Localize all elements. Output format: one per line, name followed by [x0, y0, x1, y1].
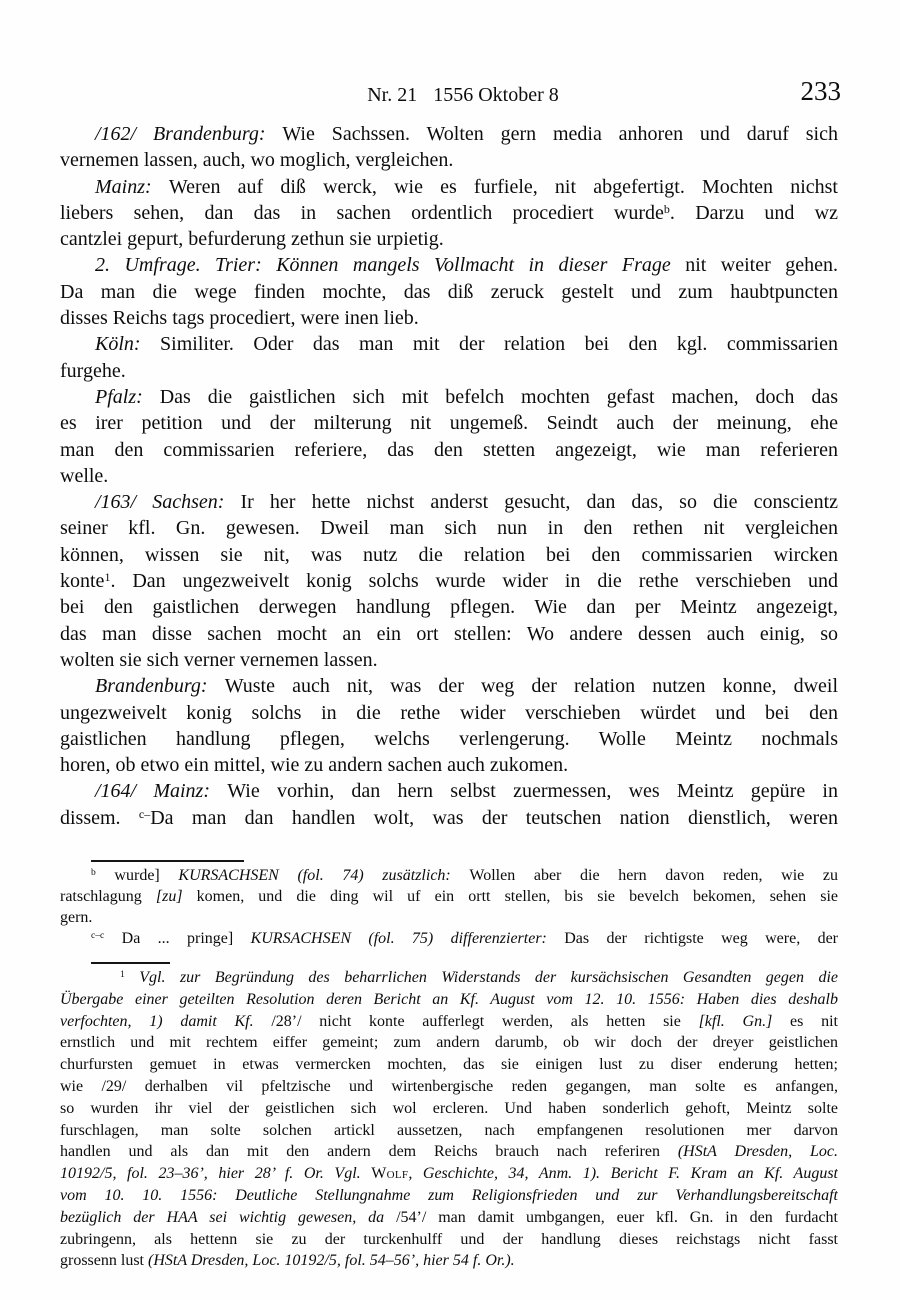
- text-segment: vom 10. 10. 1556: Deutliche Stellungnahme zum Religionsfrieden und zur Verhandlungsbereitschaft: [60, 1186, 838, 1204]
- text-segment: (HStA Dresden, Loc. 10192/5, fol. 54–56’, hier 54 f. Or.).: [148, 1252, 515, 1270]
- text-segment: es irer petition und der milterung nit ungemeß. Seindt auch der meinung, ehe: [60, 412, 838, 435]
- text-line: [60, 358, 838, 384]
- text-segment: furgehe.: [60, 359, 126, 382]
- text-line: [60, 437, 838, 463]
- text-segment: Da man dan handlen wolt, was der teutschen nation dienstlich, weren: [150, 806, 838, 829]
- text-segment: /28’/ nicht konte aufferlegt werden, als hetten sie: [271, 1012, 699, 1030]
- apparatus-separator-rule: [91, 860, 244, 862]
- text-line: [60, 410, 838, 436]
- critical-apparatus-block: [60, 865, 838, 949]
- text-segment: komen, und die ding wil uf ein ortt stellen, bis sie bevelch bekomen, sehen sie: [182, 888, 838, 905]
- text-segment: Similiter. Oder das man mit der relation bei den kgl. commissarien: [160, 333, 838, 356]
- main-paragraph: [60, 174, 838, 253]
- text-segment: /164/ Mainz:: [95, 780, 228, 803]
- text-line: [60, 568, 838, 594]
- text-segment: Vgl. zur Begründung des beharrlichen Widerstands der kursächsischen Gesandten gegen die: [139, 969, 838, 986]
- text-line: [60, 200, 838, 226]
- text-segment: /163/ Sachsen:: [95, 491, 241, 514]
- text-segment: liebers sehen, dan das in sachen ordentlich procediert wurde: [60, 201, 664, 224]
- text-segment: disses Reichs tags procediert, were inen lieb.: [60, 307, 419, 330]
- text-line: [60, 989, 838, 1011]
- text-line: [60, 463, 838, 489]
- text-line: [60, 673, 838, 699]
- main-paragraph: [60, 778, 838, 831]
- footnote: [60, 967, 838, 1272]
- text-segment: wie /29/ derhalben vil pfeltzische und wirtenbergische reden gegangen, man solte es anfangen,: [60, 1077, 838, 1095]
- text-line: [60, 928, 838, 949]
- text-segment: churfursten gemuet in etwas vermercken mochten, das sie einigen lust zu diser enderung hetten;: [60, 1056, 838, 1074]
- text-segment: seiner kfl. Gn. gewesen. Dweil man sich nun in den rethen nit vergleichen: [60, 517, 838, 540]
- note-reference-superscript: c–c: [91, 930, 105, 942]
- text-segment: vernemen lassen, auch, wo moglich, vergleichen.: [60, 149, 454, 172]
- note-reference-superscript: 1: [104, 570, 111, 585]
- text-line: [60, 174, 838, 200]
- text-line: [60, 865, 838, 886]
- text-segment: Das die gaistlichen sich mit befelch mochten gefast machen, doch das: [159, 385, 838, 408]
- text-line: [60, 1163, 838, 1185]
- text-segment: Wollen aber die hern davon reden, wie zu: [469, 867, 838, 884]
- text-segment: furschlagen, man solte solchen artickl aussetzen, nach empfangenen resolutionen mer darvon: [60, 1121, 838, 1139]
- text-segment: ernstlich und mit rechtem eiffer gemeint; zum andern darumb, ob wir doch der dreyer geistlichen: [60, 1034, 838, 1052]
- text-segment: [125, 969, 139, 986]
- text-line: [60, 252, 838, 278]
- page-number: 233: [800, 76, 841, 106]
- text-line: [60, 621, 838, 647]
- text-line: [60, 886, 838, 907]
- running-header: [74, 84, 852, 106]
- document-number: Nr. 21: [367, 84, 418, 106]
- text-line: [60, 1076, 838, 1098]
- text-line: [60, 1229, 838, 1251]
- text-segment: /54’/ man damit umbgangen, euer kfl. Gn. in den furdacht: [396, 1208, 838, 1226]
- text-segment: ratschlagung: [60, 888, 156, 905]
- text-segment: 10192/5, fol. 23–36’, hier 28’ f. Or. Vgl.: [60, 1165, 372, 1183]
- main-paragraph: [60, 331, 838, 384]
- text-segment: konte: [60, 570, 105, 593]
- text-segment: gaistlichen handlung pflegen, welchs verlengerung. Wolle Meintz nochmals: [60, 727, 838, 750]
- text-segment: welle.: [60, 464, 109, 487]
- text-line: [60, 1011, 838, 1033]
- text-line: [60, 331, 838, 357]
- text-segment: 2. Umfrage. Trier: Können mangels Vollmacht in dieser Frage: [95, 254, 686, 277]
- text-segment: so wurden ihr viel der geistlichen sich wol ercleren. Und haben sonderlich gehoft, Meintz solte: [60, 1099, 838, 1117]
- text-segment: Das der richtigste weg were, der: [564, 930, 838, 947]
- main-paragraph: [60, 489, 838, 673]
- text-line: [60, 1207, 838, 1229]
- text-segment: . Darzu und wz: [669, 201, 838, 224]
- text-segment: bezüglich der HAA sei wichtig gewesen, da: [60, 1208, 397, 1226]
- text-segment: man den commissarien referiere, das den stetten angezeigt, wie man referieren: [60, 438, 838, 461]
- text-segment: KURSACHSEN (fol. 74) zusätzlich:: [178, 867, 470, 884]
- text-segment: cantzlei gepurt, befurderung zethun sie urpietig.: [60, 228, 444, 251]
- text-segment: [zu]: [155, 888, 183, 905]
- text-line: [60, 778, 838, 804]
- text-segment: verfochten, 1) damit Kf.: [60, 1012, 272, 1030]
- text-segment: Mainz:: [95, 175, 169, 198]
- text-segment: Wie Sachssen. Wolten gern media anhoren und daruf sich: [282, 123, 838, 145]
- text-segment: Wolf: [371, 1165, 409, 1183]
- text-line: [60, 1032, 838, 1054]
- text-line: [60, 1054, 838, 1076]
- note-reference-superscript: b: [91, 867, 96, 879]
- text-line: [60, 226, 838, 252]
- text-segment: zubringenn, als hettenn sie zu der turckenhulff und der handlung dieses reichstags nicht fasst: [60, 1230, 838, 1248]
- main-text-block: [60, 121, 838, 831]
- apparatus-note: [60, 865, 838, 928]
- main-paragraph: [60, 673, 838, 778]
- text-line: [60, 752, 838, 778]
- document-date: 1556 Oktober 8: [433, 84, 559, 106]
- main-paragraph: [60, 384, 838, 489]
- text-segment: Weren auf diß werck, wie es furfiele, nit abgefertigt. Mochten nichst: [168, 175, 838, 198]
- text-segment: bei den gaistlichen derwegen handlung pflegen. Wie dan per Meintz angezeigt,: [60, 596, 838, 619]
- text-segment: Ir her hette nichst anderst gesucht, dan das, so die conscientz: [240, 491, 838, 514]
- text-line: [60, 647, 838, 673]
- main-paragraph: [60, 121, 838, 174]
- text-segment: KURSACHSEN (fol. 75) differenzierter:: [250, 930, 565, 947]
- text-line: [60, 805, 838, 831]
- text-line: [60, 1120, 838, 1142]
- text-segment: . Dan ungezweivelt konig solchs wurde wider in die rethe verschieben und: [110, 570, 838, 593]
- text-line: [60, 1250, 838, 1272]
- text-line: [60, 121, 838, 147]
- text-segment: können, wissen sie nit, was nutz die relation bei den commissarien wircken: [60, 543, 838, 566]
- text-segment: Brandenburg:: [95, 675, 225, 698]
- text-segment: (HStA Dresden, Loc.: [677, 1143, 838, 1161]
- text-segment: nit weiter gehen.: [685, 254, 838, 277]
- text-segment: handlen und als dan mit den andern dem Reichs brauch nach referiren: [60, 1143, 678, 1161]
- text-line: [60, 594, 838, 620]
- text-line: [60, 489, 838, 515]
- text-segment: Pfalz:: [95, 385, 160, 408]
- note-reference-superscript: b: [663, 201, 670, 216]
- text-segment: , Geschichte, 34, Anm. 1). Bericht F. Kram an Kf. August: [408, 1165, 838, 1183]
- text-line: [60, 542, 838, 568]
- text-line: [60, 1185, 838, 1207]
- text-segment: das man disse sachen mocht an ein ort stellen: Wo andere dessen auch einig, so: [60, 622, 838, 645]
- apparatus-note: [60, 928, 838, 949]
- text-line: [60, 305, 838, 331]
- text-line: [60, 515, 838, 541]
- text-line: [60, 384, 838, 410]
- note-reference-superscript: c–: [138, 806, 151, 821]
- text-segment: Wie vorhin, dan hern selbst zuermessen, wes Meintz gepüre in: [227, 780, 838, 803]
- text-segment: grossenn lust: [60, 1252, 148, 1270]
- text-line: [60, 147, 838, 173]
- text-segment: Wuste auch nit, was der weg der relation nutzen konne, dweil: [224, 675, 838, 698]
- text-segment: [kfl. Gn.]: [698, 1012, 773, 1030]
- text-line: [60, 279, 838, 305]
- text-line: [60, 967, 838, 989]
- text-segment: Da ... pringe]: [104, 930, 251, 947]
- text-line: [60, 700, 838, 726]
- text-line: [60, 1141, 838, 1163]
- text-segment: Köln:: [95, 333, 161, 356]
- text-segment: Übergabe einer geteilten Resolution deren Bericht an Kf. August vom 12. 10. 1556: Haben dies deshalb: [60, 990, 838, 1008]
- text-line: [60, 907, 838, 928]
- text-line: [60, 726, 838, 752]
- text-segment: ungezweivelt konig solchs in die rethe wider verschieben würdet und bei den: [60, 701, 838, 724]
- text-segment: gern.: [60, 909, 93, 926]
- text-segment: Da man die wege finden mochte, das diß zeruck gestelt und zum haubtpuncten: [60, 280, 838, 303]
- note-reference-superscript: 1: [120, 969, 125, 981]
- text-segment: /162/ Brandenburg:: [95, 123, 283, 145]
- text-line: [60, 1098, 838, 1120]
- text-segment: wolten sie sich verner vernemen lassen.: [60, 648, 378, 671]
- text-segment: es nit: [772, 1012, 838, 1030]
- text-segment: dissem.: [60, 806, 139, 829]
- footnote-separator-rule: [91, 962, 170, 964]
- text-segment: wurde]: [95, 867, 179, 884]
- main-paragraph: [60, 252, 838, 331]
- footnote-block: [60, 967, 838, 1272]
- text-segment: horen, ob etwo ein mittel, wie zu andern sachen auch zukomen.: [60, 754, 569, 777]
